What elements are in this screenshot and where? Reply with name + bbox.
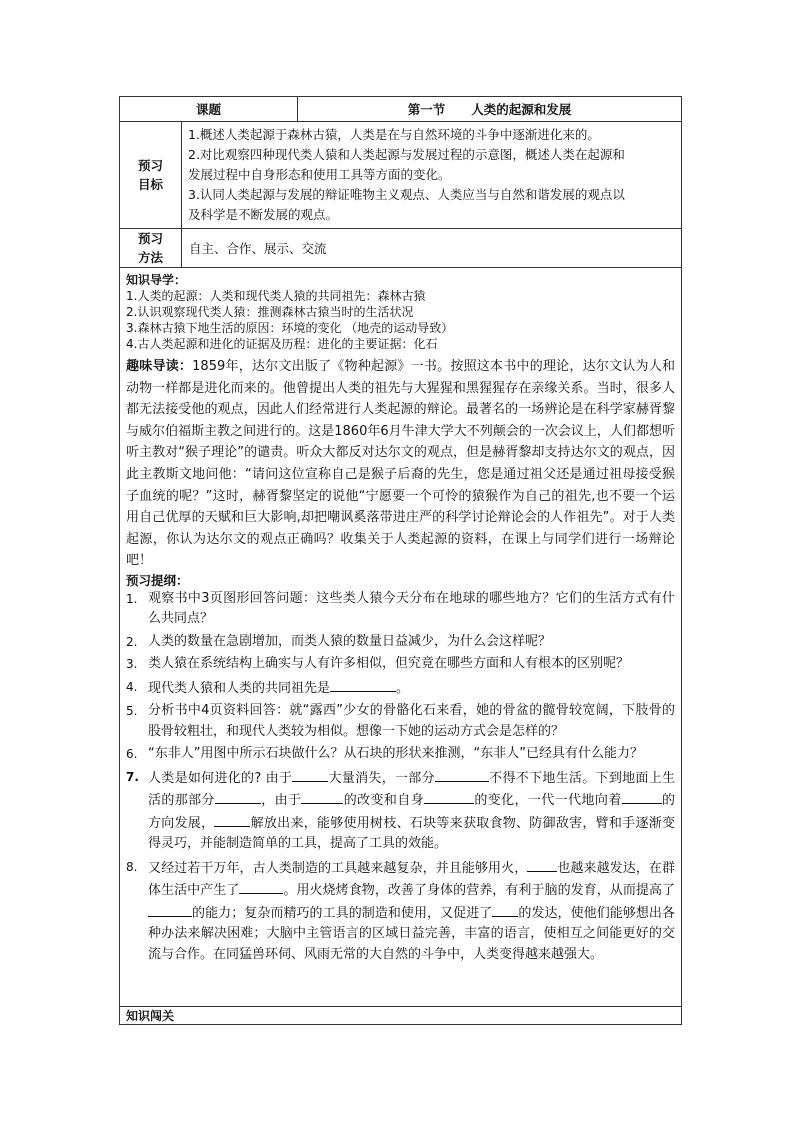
- answer-blank[interactable]: [215, 789, 261, 804]
- question-text-part: 解放出来，能够使用树枝、石块等来获取食物、防御敌害，臂和手逐渐变得灵巧，并能制造简单的工具，提高了工具的效能。: [148, 815, 675, 852]
- fun-reading: [126, 356, 675, 572]
- question-text: [148, 857, 675, 966]
- answer-blank[interactable]: [527, 857, 557, 872]
- answer-blank[interactable]: [424, 789, 474, 804]
- question-text-part: 。: [396, 680, 410, 696]
- worksheet: [119, 96, 681, 1025]
- knowledge-challenge-label: 知识闯关: [126, 1009, 175, 1023]
- question-text-part: 的方向发展，: [148, 793, 675, 831]
- goals-label-line2: 目标: [137, 177, 163, 192]
- question-text-part: 不得不下地生活。下到地面上生活的那部分: [148, 770, 675, 809]
- question-text-part: 的变化，一代一代地向着: [474, 793, 622, 809]
- worksheet-table: [119, 96, 682, 1025]
- goal-item: 3.认同人类起源与发展的辩证唯物主义观点、人类应当与自然和谐发展的观点以: [188, 187, 625, 202]
- footer-cell: [120, 1007, 682, 1025]
- answer-blank[interactable]: [301, 789, 343, 804]
- question-text: 观察书中3页图形回答问题：这些类人猿今天分布在地球的哪些地方？它们的生活方式有什么共同点？: [148, 590, 676, 627]
- goals-label-line1: 预习: [137, 158, 163, 173]
- guide-title: 知识导学：: [126, 273, 187, 287]
- goal-item: 及科学是不断发展的观点。: [188, 207, 339, 222]
- main-content: [120, 268, 682, 1007]
- question-number: 3.: [126, 657, 138, 672]
- question-number: 5.: [126, 704, 138, 719]
- question-text: 人类的数量在急剧增加，而类人猿的数量日益减少，为什么会这样呢？: [148, 633, 552, 649]
- question-number: 4.: [126, 679, 138, 694]
- question-number: 7.: [126, 769, 139, 784]
- question-text-part: 现代类人猿和人类的共同祖先是: [148, 680, 331, 696]
- guide-item: 1.人类的起源：人类和现代类人猿的共同祖先：森林古猿: [126, 289, 426, 303]
- answer-blank[interactable]: [148, 902, 192, 917]
- question-2: [126, 632, 675, 653]
- question-text-part: 。用火烧烤食物，改善了身体的营养，有利于脑的发育，从而提高了: [283, 883, 676, 899]
- topic-label: [120, 97, 298, 122]
- question-6: [126, 744, 675, 765]
- goals-label: [120, 122, 182, 229]
- fun-reading-text: 1859年，达尔文出版了《物种起源》一书。按照这本书中的理论，达尔文认为人和动物一样都是进化而来的。他曾提出人类的祖先与大猩猩和黑猩猩存在亲缘关系。当时，很多人都无法接受他的观点，因此人们经常进行人类起源的辩论。最著名的一场辨论是在科学家赫胥黎与威尔伯福斯主教之间进行的。这是1860年6月牛津大学大不列颠会的一次会议上，人们都想听听主教对“猴子理论”的谴责。听众大都反对达尔文的观点，但是赫胥黎却支持达尔文的观点，因此主教斯文地问他：“请问这位宣称自己是猴子后裔的先生，您是通过祖父还是通过祖母接受猴子血统的呢？”这时，赫胥黎坚定的说他“宁愿要一个可怜的猿猴作为自己的祖先,也不要一个运用自己优厚的天赋和巨大影响,却把嘲讽奚落带进庄严的科学讨论辩论会的人作祖先”。对于人类起源，你认为达尔文的观点正确吗？收集关于人类起源的资料，在课上与同学们进行一场辩论吧！: [126, 359, 676, 569]
- guide-item: 3.森林古猿下地生活的原因：环境的变化 （地壳的运动导致）: [126, 321, 454, 335]
- answer-blank[interactable]: [435, 767, 489, 782]
- answer-blank[interactable]: [214, 812, 250, 827]
- answer-blank[interactable]: [292, 767, 328, 782]
- method-label-line1: 预习: [137, 231, 163, 246]
- method-label: [120, 229, 182, 268]
- question-text: [148, 767, 675, 855]
- question-text-part: ，由于: [260, 793, 302, 809]
- question-number: 2.: [126, 634, 138, 649]
- goal-item: 1.概述人类起源于森林古猿，人类是在与自然环境的斗争中逐渐进化来的。: [188, 127, 600, 142]
- question-text-part: 的改变和自身: [343, 793, 425, 809]
- question-text: 分析书中4页资料回答：就“露西”少女的骨骼化石来看，她的骨盆的髋骨较宽阔，下肢骨的股骨较粗壮，和现代人类较为相似。想像一下她的运动方式会是怎样的？: [148, 703, 676, 739]
- header-row: [120, 97, 682, 122]
- question-8: [126, 857, 675, 966]
- question-7: [126, 767, 675, 855]
- question-4: [126, 677, 675, 700]
- question-text-part: 的发达，使他们能够想出各种办法来解决困难；大脑中主管语言的区域日益完善，丰富的语言，使相互之间能更好的交流与合作。在同猛兽环伺、风雨无常的大自然的斗争中，人类变得越来越强大。: [148, 905, 676, 962]
- footer-row: [120, 1007, 682, 1025]
- guide-item: 4.古人类起源和进化的证据及历程：进化的主要证据：化石: [126, 337, 438, 351]
- question-3: [126, 654, 675, 675]
- goals-row: [120, 122, 682, 229]
- question-text-part: 又经过若干万年，古人类制造的工具越来越复杂，并且能够用火，: [148, 860, 528, 876]
- section-number: 第一节: [407, 102, 446, 117]
- method-text: 自主、合作、展示、交流: [189, 241, 327, 256]
- question-text-part: 人类是如何进化的? 由于: [148, 770, 293, 786]
- answer-blank[interactable]: [492, 902, 518, 917]
- lesson-title: 人类的起源和发展: [471, 102, 572, 117]
- question-text: [148, 677, 675, 700]
- question-number: 1.: [126, 591, 138, 606]
- question-number: 8.: [126, 859, 138, 874]
- answer-blank[interactable]: [239, 879, 283, 894]
- question-1: [126, 589, 675, 630]
- question-text: “东非人”用图中所示石块做什么？从石块的形状来推测，“东非人”已经具有什么能力？: [148, 746, 643, 762]
- goal-item: 2.对比观察四种现代类人猿和人类起源与发展过程的示意图，概述人类在起源和: [188, 147, 625, 162]
- question-text-part: 的能力；复杂而精巧的工具的制造和使用，又促进了: [192, 905, 493, 921]
- answer-blank[interactable]: [622, 789, 662, 804]
- question-text-part: 大量消失，一部分: [328, 770, 435, 786]
- main-row: [120, 268, 682, 1007]
- fun-reading-label: 趣味导读：: [126, 359, 193, 374]
- answer-blank[interactable]: [330, 677, 396, 692]
- question-text: 类人猿在系统结构上确实与人有许多相似，但究竟在哪些方面和人有根本的区别呢？: [148, 656, 630, 672]
- topic-title-cell: [298, 97, 682, 122]
- method-row: [120, 229, 682, 268]
- topic-label-text: 课题: [196, 102, 222, 117]
- goal-item: 发展过程中自身形态和使用工具等方面的变化。: [188, 167, 451, 182]
- method-label-line2: 方法: [137, 250, 163, 265]
- goals-content: [182, 122, 682, 229]
- question-text-part: 也越来越发达，在群体生活中产生了: [148, 860, 675, 899]
- question-number: 6.: [126, 747, 138, 762]
- question-5: [126, 701, 675, 742]
- method-content: [182, 229, 682, 268]
- tips-title: 预习提纲：: [126, 572, 189, 588]
- guide-item: 2.认识观察现代类人猿：推测森林古猿当时的生活状况: [126, 305, 414, 319]
